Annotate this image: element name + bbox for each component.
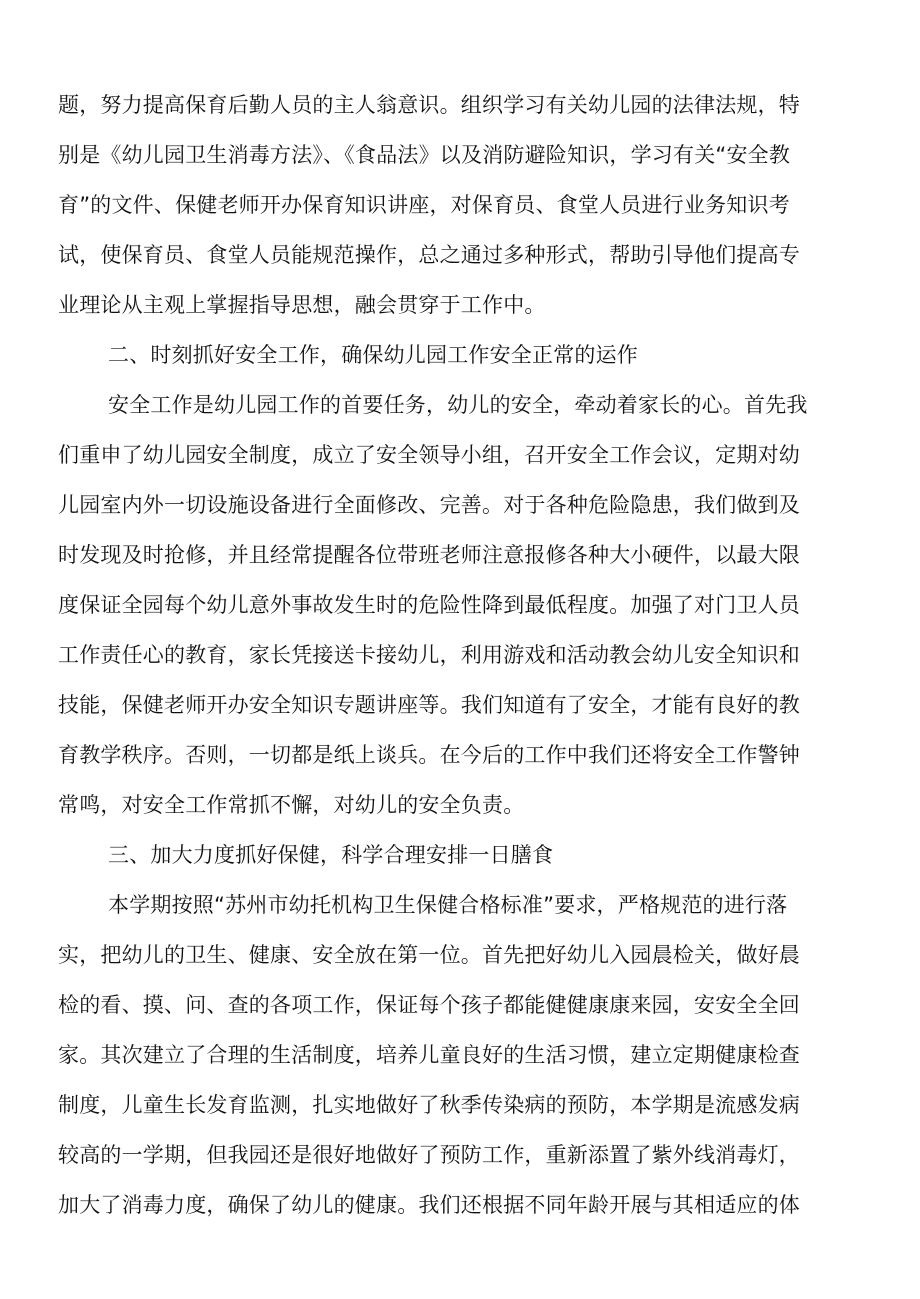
- text-line: 题，努力提高保育后勤人员的主人翁意识。组织学习有关幼儿园的法律法规，特: [58, 93, 800, 117]
- text-line: 检的看、摸、问、查的各项工作，保证每个孩子都能健健康康来园，安安全全回: [58, 993, 800, 1017]
- text-line: 时发现及时抢修，并且经常提醒各位带班老师注意报修各种大小硬件，以最大限: [58, 543, 800, 567]
- text-line: 育教学秩序。否则，一切都是纸上谈兵。在今后的工作中我们还将安全工作警钟: [58, 743, 800, 767]
- text-line: 常鸣，对安全工作常抓不懈，对幼儿的安全负责。: [58, 793, 525, 817]
- paragraph-first-line: 三、加大力度抓好保健，科学合理安排一日膳食: [108, 843, 554, 867]
- text-line: 育”的文件、保健老师开办保育知识讲座，对保育员、食堂人员进行业务知识考: [58, 193, 790, 217]
- text-line: 儿园室内外一切设施设备进行全面修改、完善。对于各种危险隐患，我们做到及: [58, 493, 800, 517]
- text-line: 实，把幼儿的卫生、健康、安全放在第一位。首先把好幼儿入园晨检关，做好晨: [58, 943, 800, 967]
- paragraph-first-line: 二、时刻抓好安全工作，确保幼儿园工作安全正常的运作: [108, 343, 638, 367]
- text-line: 技能，保健老师开办安全知识专题讲座等。我们知道有了安全，才能有良好的教: [58, 693, 800, 717]
- text-line: 试，使保育员、食堂人员能规范操作，总之通过多种形式，帮助引导他们提高专: [58, 243, 800, 267]
- text-line: 制度，儿童生长发育监测，扎实地做好了秋季传染病的预防，本学期是流感发病: [58, 1093, 800, 1117]
- text-line: 加大了消毒力度，确保了幼儿的健康。我们还根据不同年龄开展与其相适应的体: [58, 1193, 800, 1217]
- paragraph-first-line: 本学期按照“苏州市幼托机构卫生保健合格标准”要求，严格规范的进行落: [108, 893, 788, 917]
- text-line: 家。其次建立了合理的生活制度，培养儿童良好的生活习惯，建立定期健康检查: [58, 1043, 800, 1067]
- text-line: 工作责任心的教育，家长凭接送卡接幼儿，利用游戏和活动教会幼儿安全知识和: [58, 643, 800, 667]
- text-line: 别是《幼儿园卫生消毒方法》、《食品法》以及消防避险知识，学习有关“安全教: [58, 143, 791, 167]
- body-text: [58, 80, 830, 1230]
- text-line: 业理论从主观上掌握指导思想，融会贯穿于工作中。: [58, 293, 546, 317]
- paragraph-first-line: 安全工作是幼儿园工作的首要任务，幼儿的安全，牵动着家长的心。首先我: [108, 393, 808, 417]
- text-line: 们重申了幼儿园安全制度，成立了安全领导小组，召开安全工作会议，定期对幼: [58, 443, 800, 467]
- text-line: 较高的一学期，但我园还是很好地做好了预防工作，重新添置了紫外线消毒灯，: [58, 1143, 800, 1167]
- text-line: 度保证全园每个幼儿意外事故发生时的危险性降到最低程度。加强了对门卫人员: [58, 593, 800, 617]
